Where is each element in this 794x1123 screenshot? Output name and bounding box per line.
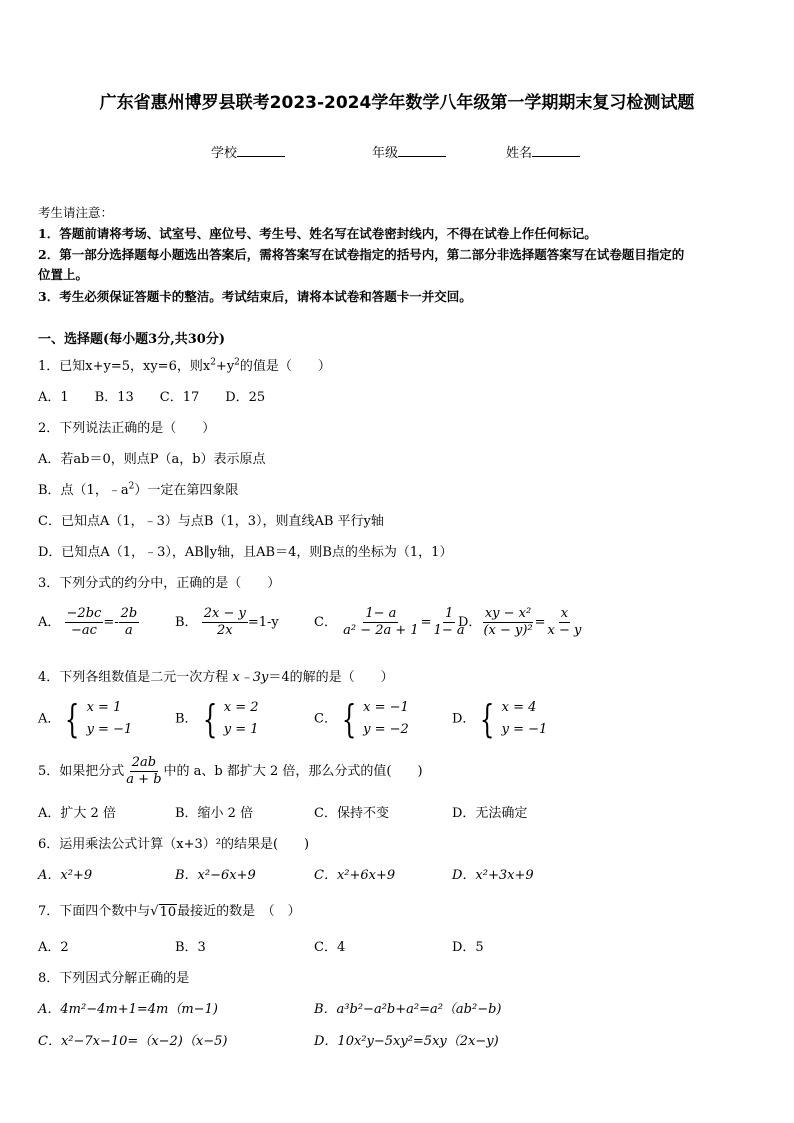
question-6-stem: 6．运用乘法公式计算（x+3）²的结果是( ) xyxy=(38,837,310,852)
q3-a-frac-2 xyxy=(119,606,140,639)
q7-text-b: 最接近的数是 （ ） xyxy=(177,904,301,919)
q3-a-label: A． xyxy=(38,615,61,630)
brace-icon: { xyxy=(480,697,495,741)
q4-equation: x﹣3y xyxy=(232,670,269,685)
q4-b-row-2: y = 1 xyxy=(223,722,259,737)
q3-a-den-1: −ac xyxy=(70,623,97,638)
q4-c-label: C． xyxy=(314,711,337,727)
q4-c-system xyxy=(337,697,409,741)
question-8-option-b: B．a³b²−a²b+a²=a²（ab²−b) xyxy=(314,1002,502,1017)
q3-a-frac-1 xyxy=(65,606,104,639)
question-2-stem: 2．下列说法正确的是（ ） xyxy=(38,421,216,436)
q4-d-system xyxy=(475,697,547,741)
q4-a-row-1: x = 1 xyxy=(86,700,122,715)
grade-blank xyxy=(398,144,446,157)
q3-c-eq: = xyxy=(420,615,432,630)
q3-c-frac-1 xyxy=(341,606,421,639)
question-7-stem xyxy=(38,900,301,920)
q4-text-b: ＝4的解的是（ ） xyxy=(268,670,394,685)
q3-d-frac-1 xyxy=(481,606,534,639)
q4-b-row-1: x = 2 xyxy=(223,700,259,715)
question-2-option-a: A．若ab＝0，则点P（a，b）表示原点 xyxy=(38,452,266,467)
grade-label: 年级 xyxy=(372,146,399,161)
question-2-option-c: C．已知点A（1，﹣3）与点B（1，3），则直线AB 平行y轴 xyxy=(38,514,384,529)
q4-d-label: D． xyxy=(452,711,476,727)
q3-c-den-1: a² − 2a + 1 xyxy=(343,623,419,638)
q5-text-a: 5．如果把分式 xyxy=(38,764,125,779)
question-6-option-a: A．x²+9 xyxy=(38,868,93,883)
question-1-options: A．1 B．13 C．17 D．25 xyxy=(38,390,266,405)
note-1: 1．答题前请将考场、试室号、座位号、考生号、姓名写在试卷密封线内，不得在试卷上作任何标记。 xyxy=(38,226,597,241)
notes-heading: 考生请注意： xyxy=(38,205,114,220)
q1-sup-2: 2 xyxy=(234,357,240,368)
question-7-option-c: C．4 xyxy=(314,940,346,955)
question-4-option-c xyxy=(314,697,409,741)
question-3-option-c xyxy=(314,606,467,639)
name-field xyxy=(506,142,580,161)
q3-b-den: 2x xyxy=(216,623,233,638)
q4-c-row-2: y = −2 xyxy=(363,722,409,737)
q1-text-b: +y xyxy=(215,359,235,374)
question-6-option-d: D．x²+3x+9 xyxy=(452,868,534,883)
q4-text-a: 4．下列各组数值是二元一次方程 xyxy=(38,670,233,685)
note-2a: 2．第一部分选择题每小题选出答案后，需将答案写在试卷指定的括号内，第二部分非选择题答案写在试卷题目指定的 xyxy=(38,247,685,262)
question-4-option-d xyxy=(452,697,547,741)
question-8-option-d: D．10x²y−5xy²=5xy（2x−y) xyxy=(314,1034,499,1049)
q5-den: a + b xyxy=(126,772,162,787)
q3-d-num-2: x xyxy=(560,606,569,621)
q3-d-num-1: xy − x² xyxy=(484,606,532,621)
q5-text-b: 中的 a、b 都扩大 2 倍，那么分式的值( ) xyxy=(163,764,423,779)
q7-sqrt xyxy=(150,904,177,920)
q5-num: 2ab xyxy=(131,755,157,770)
question-1-stem xyxy=(38,355,331,374)
q4-b-label: B． xyxy=(175,711,198,727)
question-5-option-b: B．缩小 2 倍 xyxy=(175,806,254,821)
q4-d-row-2: y = −1 xyxy=(501,722,548,737)
q3-a-den-2: a xyxy=(125,623,133,638)
q3-c-den-2: 1− a xyxy=(433,623,465,638)
q7-text-a: 7．下面四个数中与 xyxy=(38,904,151,919)
grade-field xyxy=(372,142,446,161)
q4-d-row-1: x = 4 xyxy=(501,700,537,715)
question-8-option-a: A．4m²−4m+1=4m（m−1) xyxy=(38,1002,218,1017)
q3-b-label: B． xyxy=(175,615,198,630)
school-field xyxy=(211,142,285,161)
question-3-option-d xyxy=(458,606,583,639)
q1-text-a: 1．已知x+y=5，xy=6，则x xyxy=(38,359,211,374)
question-3-option-b xyxy=(175,606,279,639)
q3-c-num-1: 1− a xyxy=(365,606,397,621)
q3-d-label: D． xyxy=(458,615,482,630)
question-4-option-a xyxy=(38,697,132,741)
question-2-option-d: D．已知点A（1，﹣3），AB∥y轴，且AB＝4，则B点的坐标为（1，1） xyxy=(38,545,453,560)
q2-b-sup: 2 xyxy=(128,481,135,492)
q5-frac xyxy=(124,755,163,788)
q3-d-den-1: (x − y)² xyxy=(483,623,533,638)
question-4-stem xyxy=(38,666,394,685)
brace-icon: { xyxy=(65,697,80,741)
note-3: 3．考生必须保证答题卡的整洁。考试结束后，请将本试卷和答题卡一并交回。 xyxy=(38,289,472,304)
q3-b-rest: =1-y xyxy=(247,615,279,630)
section-heading: 一、选择题(每小题3分,共30分) xyxy=(38,332,225,347)
q3-d-den-2: x − y xyxy=(547,623,582,638)
question-5-stem xyxy=(38,755,423,788)
q1-sup-1: 2 xyxy=(210,357,216,368)
question-7-option-b: B．3 xyxy=(175,940,206,955)
q3-b-num: 2x − y xyxy=(203,606,246,621)
q3-a-num-2: 2b xyxy=(120,606,138,621)
q2-b-text-b: ）一定在第四象限 xyxy=(134,483,239,498)
school-label: 学校 xyxy=(211,146,238,161)
q3-a-num-1: −2bc xyxy=(66,606,102,621)
q4-a-system xyxy=(60,697,132,741)
sqrt-icon: √ xyxy=(150,903,159,919)
question-6-option-b: B．x²−6x+9 xyxy=(175,868,256,883)
brace-icon: { xyxy=(341,697,357,741)
question-7-option-d: D．5 xyxy=(452,940,484,955)
question-5-option-d: D．无法确定 xyxy=(452,806,528,821)
question-6-option-c: C．x²+6x+9 xyxy=(314,868,396,883)
question-3-stem: 3．下列分式的约分中，正确的是（ ） xyxy=(38,576,281,591)
q3-a-mid: =- xyxy=(103,615,119,630)
name-label: 姓名 xyxy=(506,146,533,161)
question-5-option-a: A．扩大 2 倍 xyxy=(38,806,116,821)
q4-a-row-2: y = −1 xyxy=(86,722,133,737)
q1-text-c: 的值是（ ） xyxy=(239,359,331,374)
page-title: 广东省惠州博罗县联考2023-2024学年数学八年级第一学期期末复习检测试题 xyxy=(99,93,695,113)
question-8-stem: 8．下列因式分解正确的是 xyxy=(38,971,190,986)
brace-icon: { xyxy=(202,697,217,741)
q3-c-label: C． xyxy=(314,615,337,630)
q2-b-text-a: B．点（1，﹣a xyxy=(38,483,129,498)
q3-c-num-2: 1 xyxy=(444,606,454,621)
q3-d-frac-2 xyxy=(546,606,584,639)
school-blank xyxy=(237,144,285,157)
question-3-option-a xyxy=(38,606,139,639)
question-4-option-b xyxy=(175,697,259,741)
q3-b-frac xyxy=(202,606,248,639)
q7-radicand: 10 xyxy=(159,904,177,920)
question-7-option-a: A．2 xyxy=(38,940,69,955)
q4-b-system xyxy=(198,697,259,741)
question-5-option-c: C．保持不变 xyxy=(314,806,389,821)
question-8-option-c: C．x²−7x−10=（x−2)（x−5) xyxy=(38,1034,228,1049)
note-2b: 位置上。 xyxy=(38,267,89,282)
q4-a-label: A． xyxy=(38,711,61,727)
name-blank xyxy=(532,144,580,157)
q4-c-row-1: x = −1 xyxy=(363,700,409,715)
q3-d-eq: = xyxy=(534,615,546,630)
question-2-option-b xyxy=(38,479,238,498)
